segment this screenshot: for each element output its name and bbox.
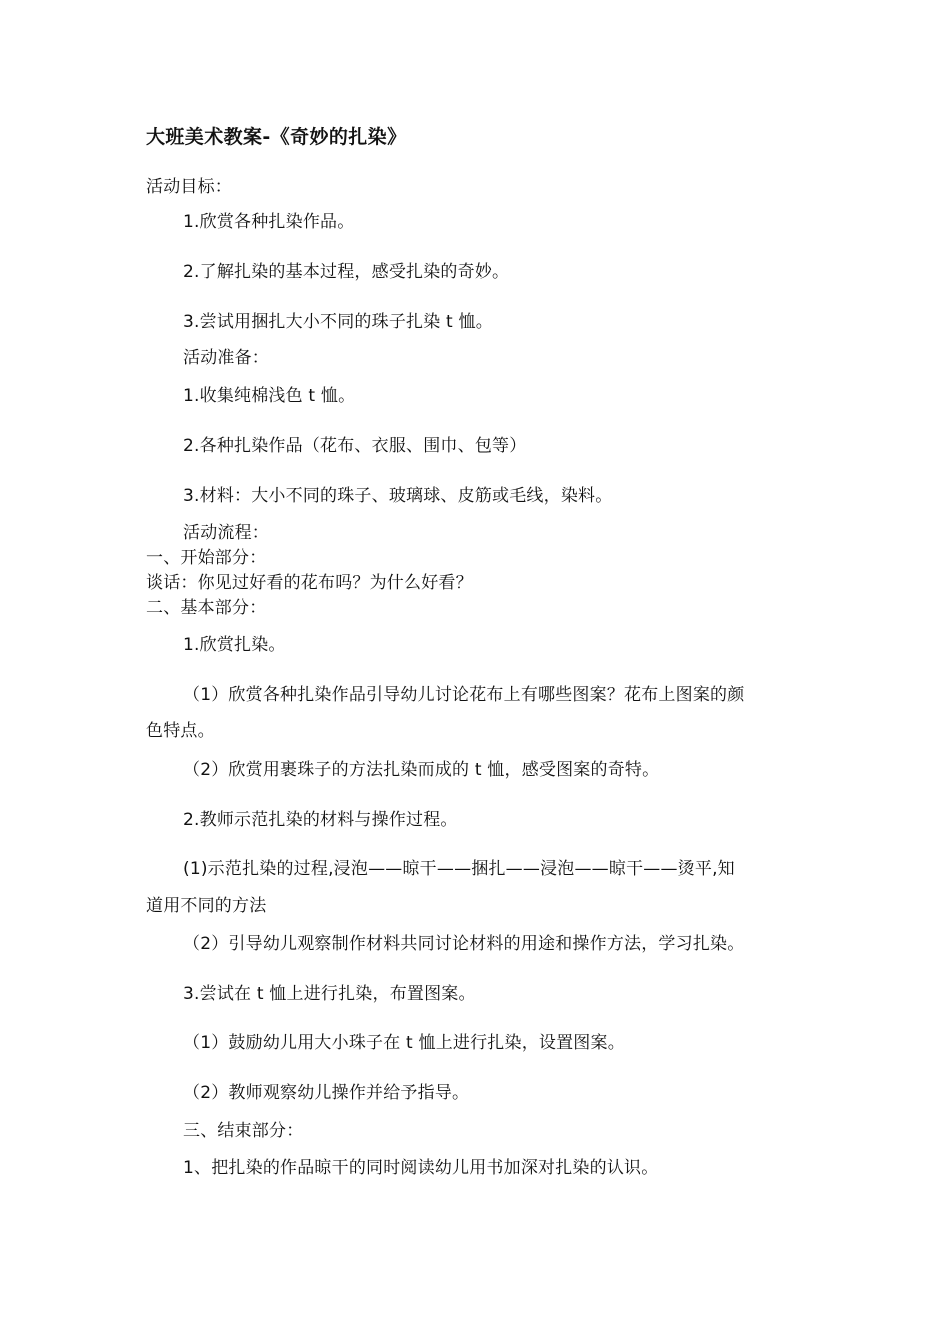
goal-item-3: 3.尝试用捆扎大小不同的珠子扎染 t 恤。: [183, 312, 493, 332]
process-step-1: 1.欣赏扎染。: [183, 635, 286, 655]
process-step-2-sub-1-line-2: 道用不同的方法: [146, 896, 267, 916]
section-heading-goals: 活动目标：: [146, 177, 232, 197]
process-step-1-sub-2: （2）欣赏用裹珠子的方法扎染而成的 t 恤，感受图案的奇特。: [183, 760, 660, 780]
process-step-3: 3.尝试在 t 恤上进行扎染，布置图案。: [183, 984, 476, 1004]
section-heading-preparation: 活动准备：: [183, 348, 269, 368]
process-step-3-sub-2: （2）教师观察幼儿操作并给予指导。: [183, 1083, 470, 1103]
process-step-2-sub-2: （2）引导幼儿观察制作材料共同讨论材料的用途和操作方法，学习扎染。: [183, 934, 745, 954]
goal-item-2: 2.了解扎染的基本过程，感受扎染的奇妙。: [183, 262, 510, 282]
process-step-2-sub-1-line-1: (1)示范扎染的过程,浸泡——晾干——捆扎——浸泡——晾干——烫平,知: [183, 859, 735, 879]
process-step-2: 2.教师示范扎染的材料与操作过程。: [183, 810, 458, 830]
process-step-1-sub-1-line-1: （1）欣赏各种扎染作品引导幼儿讨论花布上有哪些图案？花布上图案的颜: [183, 685, 745, 705]
goal-item-1: 1.欣赏各种扎染作品。: [183, 212, 355, 232]
preparation-item-1: 1.收集纯棉浅色 t 恤。: [183, 386, 356, 406]
process-talk-line: 谈话：你见过好看的花布吗？为什么好看？: [146, 573, 473, 593]
preparation-item-3: 3.材料：大小不同的珠子、玻璃球、皮筋或毛线，染料。: [183, 486, 613, 506]
section-heading-process: 活动流程：: [183, 523, 269, 543]
process-part-1-heading: 一、开始部分：: [146, 548, 267, 568]
process-step-1-sub-1-line-2: 色特点。: [146, 721, 215, 741]
process-part-3-heading: 三、结束部分：: [183, 1121, 304, 1141]
process-part-2-heading: 二、基本部分：: [146, 598, 267, 618]
preparation-item-2: 2.各种扎染作品（花布、衣服、围巾、包等）: [183, 436, 527, 456]
process-step-3-sub-1: （1）鼓励幼儿用大小珠子在 t 恤上进行扎染，设置图案。: [183, 1033, 625, 1053]
process-ending-item-1: 1、把扎染的作品晾干的同时阅读幼儿用书加深对扎染的认识。: [183, 1158, 659, 1178]
document-title: 大班美术教案-《奇妙的扎染》: [146, 126, 407, 148]
